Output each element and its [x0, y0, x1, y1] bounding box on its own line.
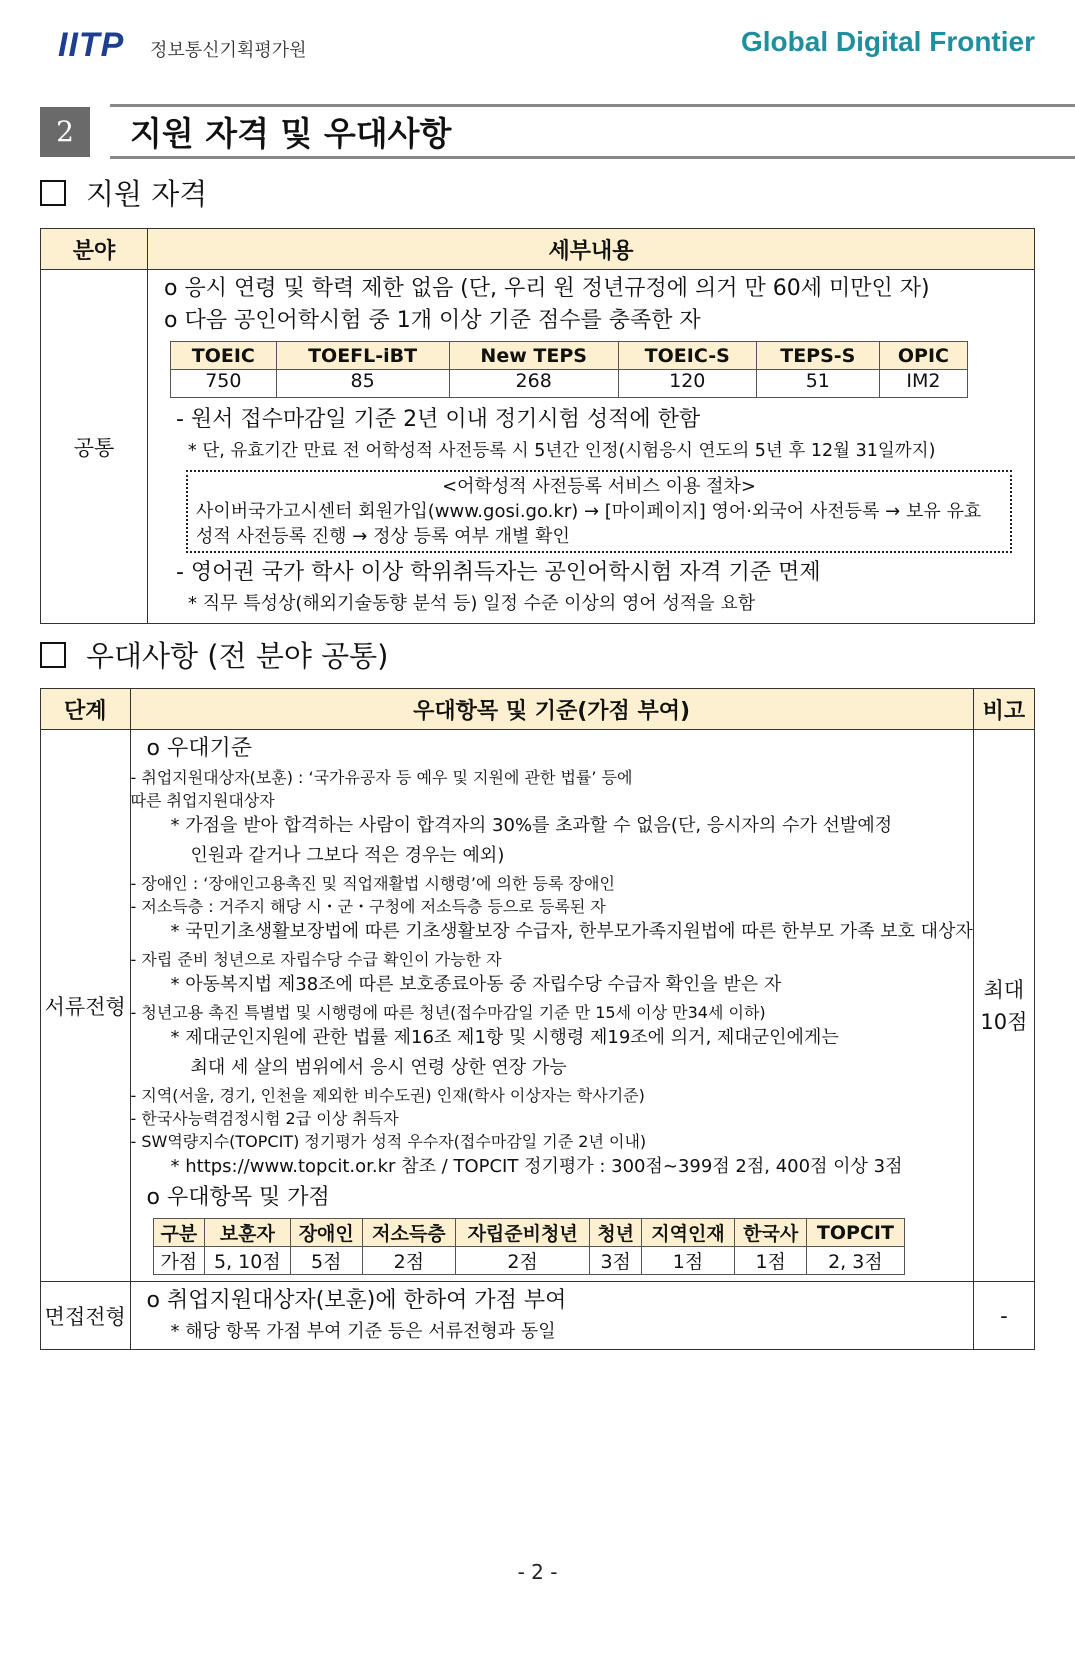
test-name-cell: TOEFL-iBT — [276, 342, 449, 370]
preference-table — [40, 688, 1035, 1350]
preference-lines — [131, 733, 973, 1214]
test-score-cell: IM2 — [879, 370, 967, 398]
preference-note: * 국민기초생활보장법에 따른 기초생활보장 수급자, 한부모가족지원법에 따른 한부모 가족 보호 대상자 — [170, 921, 973, 942]
test-score-cell: 268 — [449, 370, 618, 398]
section-header — [40, 104, 1040, 160]
col-item-header: 우대항목 및 기준(가점 부여) — [130, 689, 973, 730]
col-field-header: 분야 — [41, 229, 148, 270]
preference-note: 인원과 같거나 그보다 적은 경우는 예외) — [190, 845, 505, 866]
test-score-cell: 85 — [276, 370, 449, 398]
detail-cell — [148, 270, 1035, 624]
points-table — [153, 1218, 905, 1275]
interview-note-cell: - — [973, 1282, 1034, 1350]
points-value-cell: 2점 — [362, 1247, 455, 1275]
points-value-cell: 2점 — [455, 1247, 589, 1275]
col-detail-header: 세부내용 — [148, 229, 1035, 270]
preference-note: * 제대군인지원에 관한 법률 제16조 제1항 및 시행령 제19조에 의거, 제대군인에게는 — [170, 1027, 839, 1048]
test-name-cell: TOEIC — [171, 342, 277, 370]
points-value-cell: 1점 — [735, 1247, 807, 1275]
language-test-table — [170, 341, 968, 398]
test-name-cell: OPIC — [879, 342, 967, 370]
qualification-heading-text: 지원 자격 — [86, 177, 208, 211]
procedure-box — [186, 470, 1012, 553]
qualification-line: o 응시 연령 및 학력 제한 없음 (단, 우리 원 정년규정에 의거 만 60세 미만인 자) — [164, 276, 930, 301]
preference-line: - SW역량지수(TOPCIT) 정기평가 성적 우수자(접수마감일 기준 2년 이내) — [130, 1132, 647, 1151]
section-title: 지원 자격 및 우대사항 — [130, 114, 452, 153]
stage-document-cell: 서류전형 — [41, 730, 131, 1282]
qualification-note: * 단, 유효기간 만료 전 어학성적 사전등록 시 5년간 인정(시험응시 연도의 5년 후 12월 31일까지) — [188, 441, 936, 461]
preference-heading-text: 우대사항 (전 분야 공통) — [86, 639, 389, 673]
points-header-cell: 한국사 — [735, 1219, 807, 1247]
preference-line: - 청년고용 촉진 특별법 및 시행령에 따른 청년(접수마감일 기준 만 15세 이상 만34세 이하) — [130, 1003, 766, 1022]
points-header-cell: 보훈자 — [205, 1219, 290, 1247]
points-value-cell: 5, 10점 — [205, 1247, 290, 1275]
preference-note: * https://www.topcit.or.kr 참조 / TOPCIT 정기평가 : 300점∼399점 2점, 400점 이상 3점 — [170, 1156, 903, 1177]
points-header-cell: 저소득층 — [362, 1219, 455, 1247]
divider — [110, 156, 1075, 159]
preference-line: - 한국사능력검정시험 2급 이상 취득자 — [130, 1109, 399, 1128]
qualification-line: - 영어권 국가 학사 이상 학위취득자는 공인어학시험 자격 기준 면제 — [176, 560, 821, 585]
preference-line: - 자립 준비 청년으로 자립수당 수급 확인이 가능한 자 — [130, 950, 502, 969]
iitp-logo: IITP — [58, 26, 125, 64]
qualification-line: o 다음 공인어학시험 중 1개 이상 기준 점수를 충족한 자 — [164, 308, 701, 333]
preference-line: - 저소득층 : 거주지 해당 시・군・구청에 저소득층 등으로 등록된 자 — [130, 897, 606, 916]
procedure-line: 사이버국가고시센터 회원가입(www.gosi.go.kr) → [마이페이지] 영어·외국어 사전등록 → 보유 유효 — [196, 501, 982, 522]
col-stage-header: 단계 — [41, 689, 131, 730]
interview-detail-cell — [130, 1282, 973, 1350]
points-header-cell: 지역인재 — [641, 1219, 734, 1247]
preference-line: 따른 취업지원대상자 — [130, 791, 275, 810]
org-name: 정보통신기획평가원 — [150, 40, 307, 61]
qualification-note: * 직무 특성상(해외기술동향 분석 등) 일정 수준 이상의 영어 성적을 요함 — [188, 593, 756, 614]
test-name-cell: TEPS-S — [756, 342, 879, 370]
points-value-cell: 1점 — [641, 1247, 734, 1275]
col-note-header: 비고 — [973, 689, 1034, 730]
points-value-cell: 가점 — [153, 1247, 205, 1275]
max-points-note — [973, 730, 1034, 1282]
interview-note: * 해당 항목 가점 부여 기준 등은 서류전형과 동일 — [170, 1321, 556, 1342]
preference-note: * 아동복지법 제38조에 따른 보호종료아동 중 자립수당 수급자 확인을 받은 자 — [170, 974, 782, 995]
max-points-label: 최대 — [983, 977, 1025, 1002]
points-header-cell: 장애인 — [290, 1219, 362, 1247]
page-number: - 2 - — [517, 1560, 558, 1584]
page-header — [0, 0, 1075, 84]
square-bullet-icon — [40, 642, 66, 668]
points-header-cell: 청년 — [590, 1219, 642, 1247]
test-score-cell: 120 — [618, 370, 756, 398]
procedure-title: <어학성적 사전등록 서비스 이용 절차> — [442, 476, 756, 497]
preference-line: - 장애인 : ‘장애인고용촉진 및 직업재활법 시행령’에 의한 등록 장애인 — [130, 874, 615, 893]
max-points-value: 10점 — [980, 1009, 1028, 1034]
test-score-cell: 750 — [171, 370, 277, 398]
points-header-cell: TOPCIT — [807, 1219, 904, 1247]
preference-note: 최대 세 살의 범위에서 응시 연령 상한 연장 가능 — [190, 1057, 567, 1078]
procedure-line: 성적 사전등록 진행 → 정상 등록 여부 개별 확인 — [196, 526, 570, 547]
preference-heading — [40, 634, 388, 675]
points-value-cell: 2, 3점 — [807, 1247, 904, 1275]
preference-detail-cell — [130, 730, 973, 1282]
test-name-cell: New TEPS — [449, 342, 618, 370]
interview-line: o 취업지원대상자(보훈)에 한하여 가점 부여 — [146, 1288, 567, 1313]
qualification-line: - 원서 접수마감일 기준 2년 이내 정기시험 성적에 한함 — [176, 407, 701, 432]
preference-line: o 우대항목 및 가점 — [146, 1185, 330, 1210]
test-score-cell: 51 — [756, 370, 879, 398]
qualification-table — [40, 228, 1035, 624]
divider — [110, 104, 1075, 107]
square-bullet-icon — [40, 180, 66, 206]
points-value-cell: 3점 — [590, 1247, 642, 1275]
preference-line: o 우대기준 — [146, 736, 252, 761]
test-name-cell: TOEIC-S — [618, 342, 756, 370]
points-header-cell: 구분 — [153, 1219, 205, 1247]
section-number: 2 — [40, 107, 90, 157]
points-header-cell: 자립준비청년 — [455, 1219, 589, 1247]
qualification-heading — [40, 172, 207, 213]
tagline-logo: Global Digital Frontier — [740, 26, 1035, 57]
field-cell: 공통 — [41, 270, 148, 624]
preference-note: * 가점을 받아 합격하는 사람이 합격자의 30%를 초과할 수 없음(단, 응시자의 수가 선발예정 — [170, 815, 893, 836]
preference-line: - 지역(서울, 경기, 인천을 제외한 비수도권) 인재(학사 이상자는 학사기준) — [130, 1086, 645, 1105]
preference-line: - 취업지원대상자(보훈) : ‘국가유공자 등 예우 및 지원에 관한 법률’ 등에 — [130, 768, 633, 787]
stage-interview-cell: 면접전형 — [41, 1282, 131, 1350]
points-value-cell: 5점 — [290, 1247, 362, 1275]
